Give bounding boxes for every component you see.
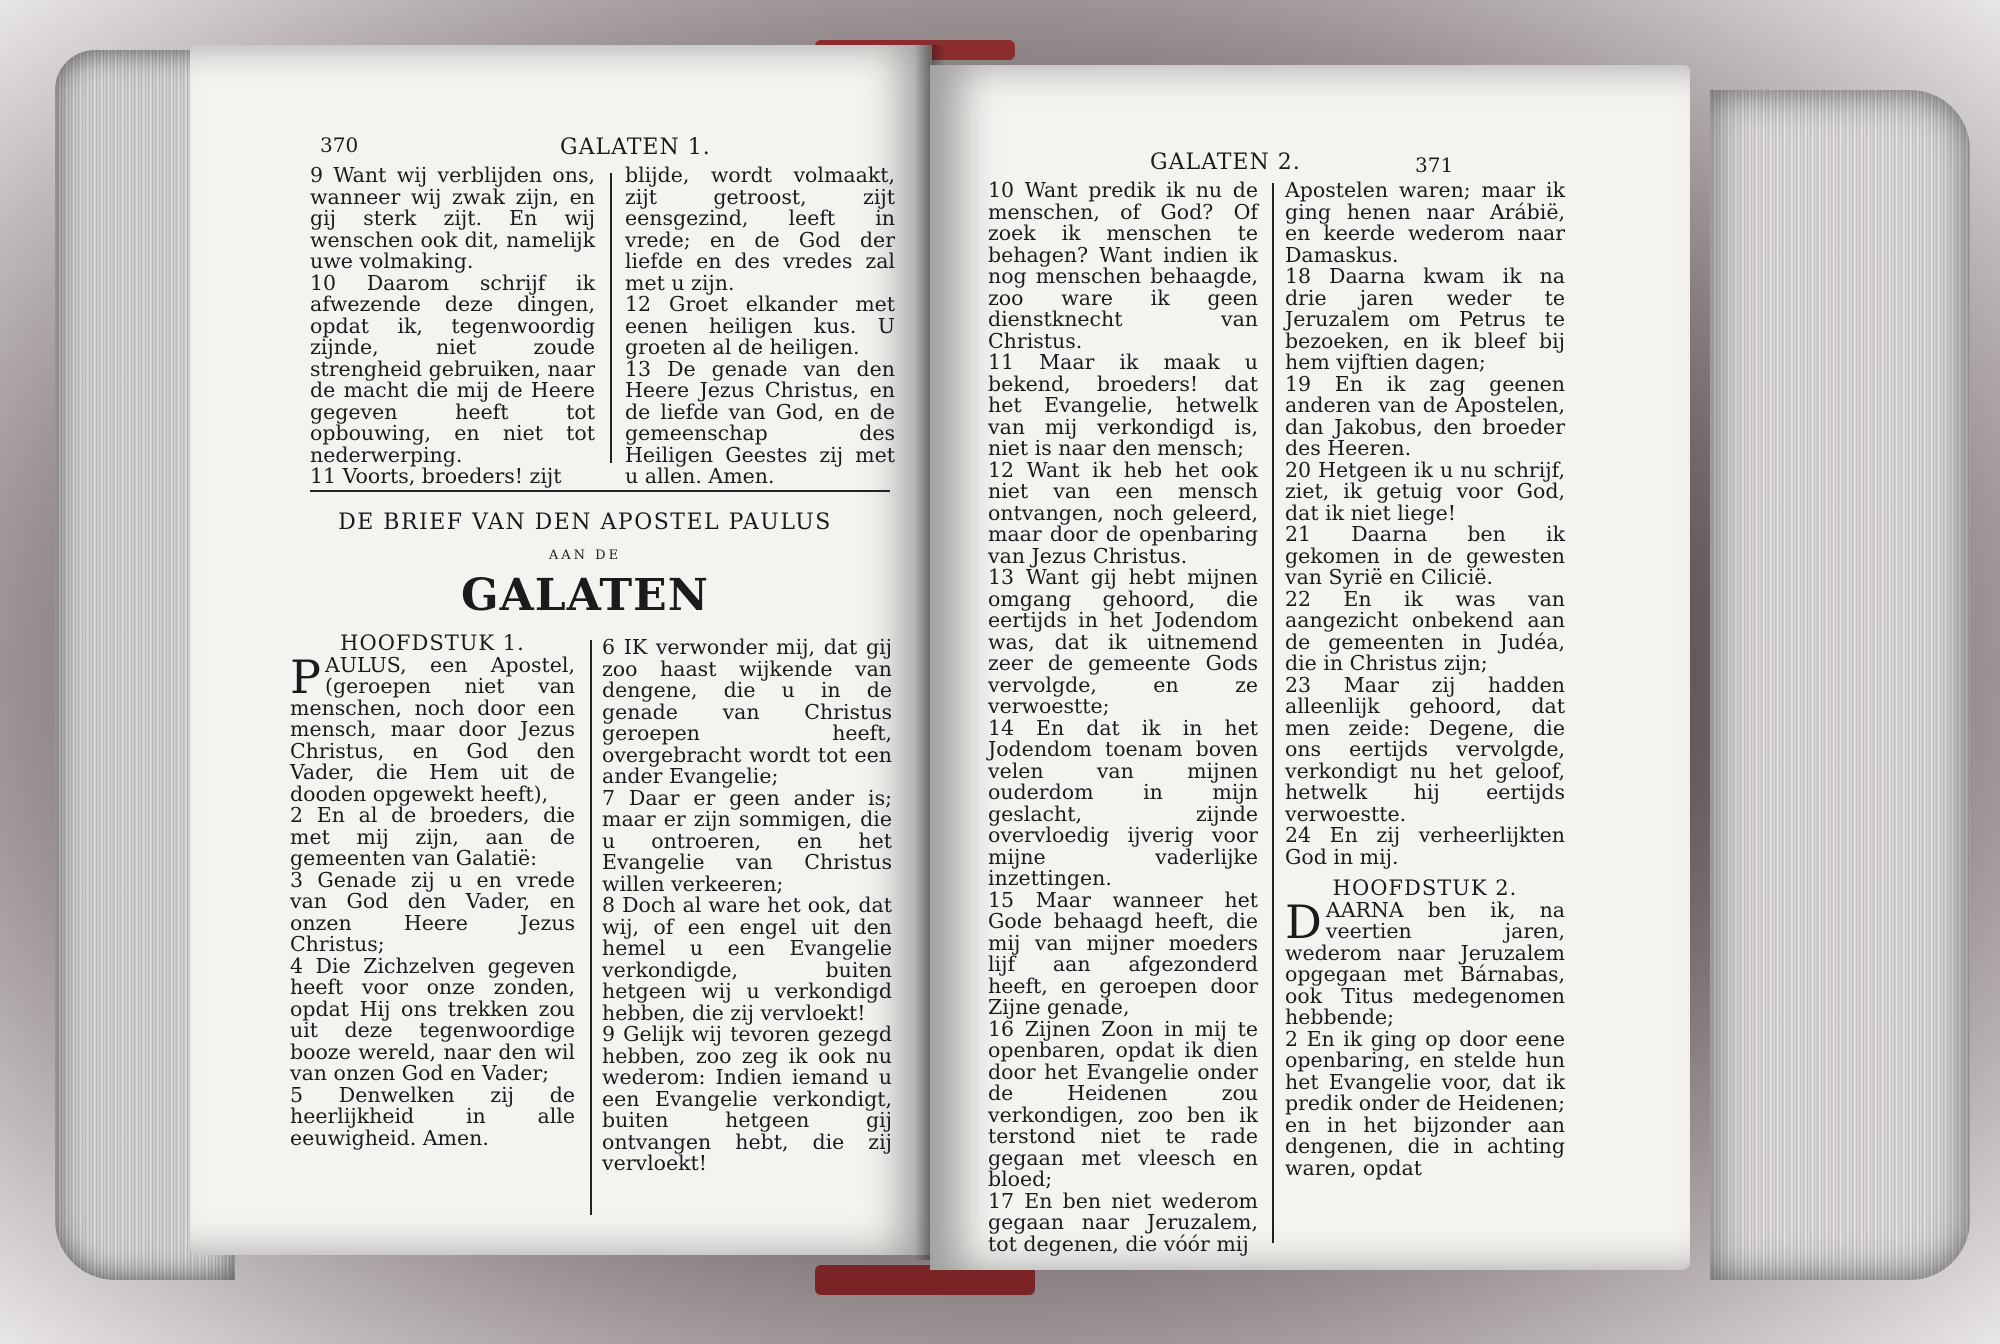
- verse: 24 En zij verheerlijkten God in mij.: [1285, 823, 1565, 869]
- column-rule: [1272, 183, 1274, 1243]
- verse: 11 Voorts, broeders! zijt: [310, 464, 562, 488]
- verse: 23 Maar zij hadden alleenlijk gehoord, dat men zeide: Degene, die ons eertijds vervolgde, verkondigt nu het geloof, hetwelk hij eertijds verwoestte.: [1285, 672, 1565, 826]
- top-column-2: [625, 165, 895, 488]
- verse: 17 En ben niet wederom gegaan naar Jeruzalem, tot degenen, die vóór mij: [988, 1188, 1258, 1256]
- verse: 14 En dat ik in het Jodendom toenam boven velen van mijnen ouderdom in mijn geslacht, zijnde overvloedig ijverig voor mijne vaderlijke inzettingen.: [988, 715, 1258, 890]
- column-rule: [610, 173, 612, 463]
- section-rule: [310, 490, 890, 492]
- running-head: GALATEN 2.: [1150, 150, 1301, 175]
- verse: 11 Maar ik maak u bekend, broeders! dat het Evangelie, hetwelk van mij verkondigd is, niet is naar den mensch;: [988, 350, 1258, 460]
- open-book: [55, 40, 1970, 1290]
- left-page: [190, 45, 932, 1255]
- verse: Apostelen waren; maar ik ging henen naar Arábië, en keerde wederom naar Damaskus.: [1285, 178, 1565, 267]
- right-column-2: [1285, 180, 1565, 1179]
- verse: 10 Want predik ik nu de menschen, of God? Of zoek ik menschen te behagen? Want indien ik nog menschen behaagde, zoo ware ik geen dienstknecht van Christus.: [988, 178, 1258, 353]
- top-column-1: [310, 165, 595, 488]
- bottom-column-2: [602, 637, 892, 1175]
- aan-de: AAN DE: [548, 548, 622, 563]
- verse: 15 Maar wanneer het Gode behaagd heeft, die mij van mijner moeders lijf aan afgezonderd heeft, en geroepen door Zijne genade,: [988, 887, 1258, 1019]
- column-rule: [590, 640, 592, 1215]
- verse: 20 Hetgeen ik u nu schrijf, ziet, ik getuig voor God, dat ik niet liege!: [1285, 457, 1565, 525]
- verse: 22 En ik was van aangezicht onbekend aan de gemeenten in Judéa, die in Christus zijn;: [1285, 586, 1565, 675]
- bottom-column-1: [290, 633, 575, 1149]
- verse: 2 En ik ging op door eene openbaring, en stelde hun het Evangelie voor, dat ik predik onder de Heidenen; en in het bijzonder aan dengenen, die in achting waren, opdat: [1285, 1026, 1565, 1180]
- verse: 2 En al de broeders, die met mij zijn, aan de gemeenten van Galatië:: [290, 803, 575, 870]
- verse: 13 De genade van den Heere Jezus Christus, en de liefde van God, en de gemeenschap des Heiligen Geestes zij met u allen. Amen.: [625, 356, 895, 488]
- verse: 4 Die Zichzelven gegeven heeft voor onze zonden, opdat Hij ons trekken zou uit deze tegenwoordige booze wereld, naar den wil van onzen God en Vader;: [290, 953, 575, 1085]
- right-column-1: [988, 180, 1258, 1255]
- drop-cap: P: [290, 649, 321, 704]
- verse: 10 Daarom schrijf ik afwezende deze dingen, opdat ik, tegenwoordig zijnde, niet zoude strengheid gebruiken, naar de macht die mij de Heere gegeven heeft tot opbouwing, en niet tot nederwerping.: [310, 270, 595, 467]
- page-number: 370: [320, 133, 359, 157]
- verse: 3 Genade zij u en vrede van God den Vader, en onzen Heere Jezus Christus;: [290, 867, 575, 956]
- verse: 16 Zijnen Zoon in mij te openbaren, opdat ik dien door het Evangelie onder de Heidenen zou verkondigen, zoo ben ik terstond niet te rade gegaan met vleesch en bloed;: [988, 1016, 1258, 1191]
- verse: 5 Denwelken zij de heerlijkheid in alle eeuwigheid. Amen.: [290, 1082, 575, 1150]
- verse: 9 Gelijk wij tevoren gezegd hebben, zoo zeg ik ook nu wederom: Indien iemand u een Evangelie verkondigt, buiten hetgeen gij ontvangen hebt, die zij vervloekt!: [602, 1022, 892, 1175]
- verse: 6 IK verwonder mij, dat gij zoo haast wijkende van dengene, die u in de genade van Christus geroepen heeft, overgebracht wordt tot een ander Evangelie;: [602, 635, 892, 788]
- verse: 12 Groet elkander met eenen heiligen kus. U groeten al de heiligen.: [625, 292, 895, 359]
- page-edges-right: [1710, 90, 1970, 1280]
- chapter-heading: HOOFDSTUK 2.: [1332, 876, 1518, 900]
- verse-text: AARNA ben ik, na veertien jaren, wederom naar Jeruzalem opgegaan met Bárnabas, ook Titus medegenomen hebbende;: [1285, 897, 1565, 1029]
- verse: 13 Want gij hebt mijnen omgang gehoord, die eertijds in het Jodendom was, dat ik uitnemend zeer de gemeente Gods vervolgde, en ze verwoestte;: [988, 565, 1258, 718]
- verse: 8 Doch al ware het ook, dat wij, of een engel uit den hemel u een Evangelie verkondigde, buiten hetgeen wij u verkondigd hebben, die zij vervloekt!: [602, 893, 892, 1025]
- verse: 7 Daar er geen ander is; maar er zijn sommigen, die u ontroeren, en het Evangelie van Christus willen verkeeren;: [602, 785, 892, 896]
- page-number: 371: [1415, 153, 1454, 177]
- verse: 21 Daarna ben ik gekomen in de gewesten van Syrië en Cilicië.: [1285, 522, 1565, 589]
- verse: blijde, wordt volmaakt, zijt getroost, zijt eensgezind, leeft in vrede; en de God der liefde en des vredes zal met u zijn.: [625, 163, 895, 295]
- verse: 19 En ik zag geenen anderen van de Apostelen, dan Jakobus, den broeder des Heeren.: [1285, 371, 1565, 460]
- verse: [290, 649, 575, 806]
- chapter-heading: HOOFDSTUK 1.: [340, 631, 525, 655]
- running-head: GALATEN 1.: [560, 135, 711, 160]
- book-title: GALATEN: [461, 570, 709, 621]
- verse: 18 Daarna kwam ik na drie jaren weder te Jeruzalem om Petrus te bezoeken, en ik bleef bij hem vijftien dagen;: [1285, 264, 1565, 374]
- verse: 12 Want ik heb het ook niet van een mensch ontvangen, noch geleerd, maar door de openbaring van Jezus Christus.: [988, 457, 1258, 568]
- verse: [1285, 894, 1565, 1029]
- right-page: [930, 65, 1690, 1270]
- book-intro: DE BRIEF VAN DEN APOSTEL PAULUS: [338, 510, 832, 535]
- drop-cap: D: [1285, 894, 1322, 949]
- verse: 9 Want wij verblijden ons, wanneer wij zwak zijn, en gij sterk zijt. En wij wenschen ook dit, namelijk uwe volmaking.: [310, 163, 595, 273]
- verse-text: AULUS, een Apostel, (geroepen niet van menschen, noch door een mensch, maar door Jezus Christus, en God den Vader, die Hem uit de dooden opgewekt heeft),: [290, 652, 575, 806]
